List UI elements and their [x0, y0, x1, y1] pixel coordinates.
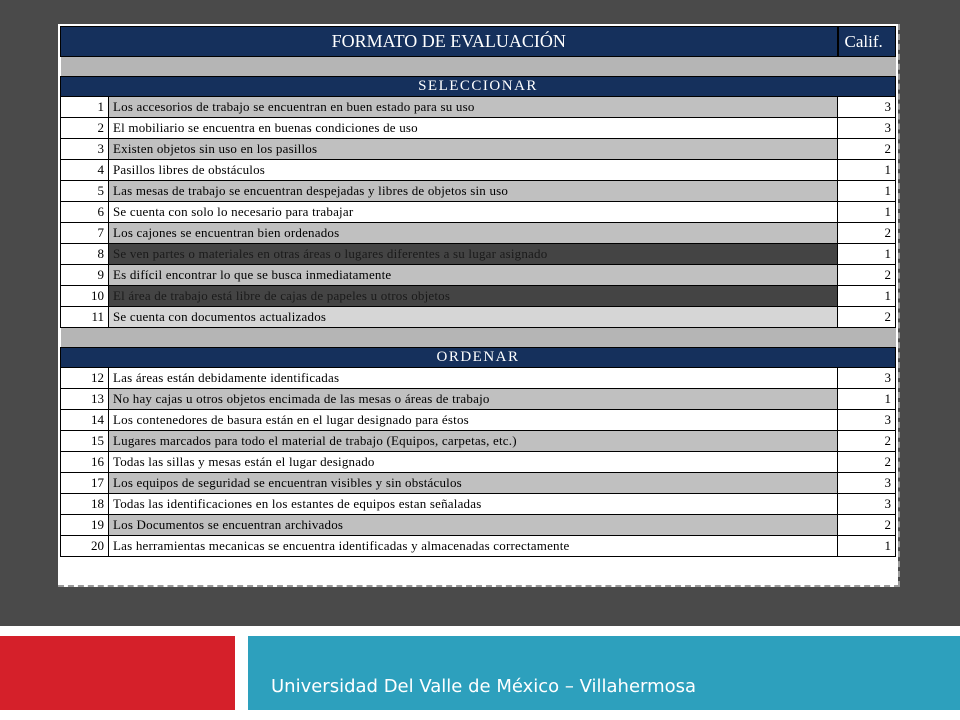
- table-row: [61, 223, 896, 244]
- footer-blue-band: [248, 636, 960, 710]
- item-number: 8: [61, 244, 109, 265]
- item-criterion: Los equipos de seguridad se encuentran visibles y sin obstáculos: [109, 473, 838, 494]
- spacer-row: [61, 57, 896, 77]
- item-score: 1: [838, 286, 896, 307]
- item-criterion: Los accesorios de trabajo se encuentran en buen estado para su uso: [109, 97, 838, 118]
- item-number: 15: [61, 431, 109, 452]
- item-criterion: Lugares marcados para todo el material de trabajo (Equipos, carpetas, etc.): [109, 431, 838, 452]
- item-number: 16: [61, 452, 109, 473]
- spacer-cell: [61, 328, 896, 348]
- item-number: 17: [61, 473, 109, 494]
- item-criterion: Los cajones se encuentran bien ordenados: [109, 223, 838, 244]
- item-score: 3: [838, 410, 896, 431]
- item-number: 9: [61, 265, 109, 286]
- table-row: [61, 389, 896, 410]
- table-row: [61, 494, 896, 515]
- item-criterion: Pasillos libres de obstáculos: [109, 160, 838, 181]
- item-score: 2: [838, 515, 896, 536]
- table-row: [61, 368, 896, 389]
- item-score: 3: [838, 118, 896, 139]
- item-number: 3: [61, 139, 109, 160]
- table-row: [61, 515, 896, 536]
- section-title: ORDENAR: [61, 348, 896, 368]
- table-row: [61, 536, 896, 557]
- title-row: [61, 27, 896, 57]
- item-number: 2: [61, 118, 109, 139]
- item-score: 2: [838, 452, 896, 473]
- item-criterion: No hay cajas u otros objetos encimada de las mesas o áreas de trabajo: [109, 389, 838, 410]
- item-score: 1: [838, 389, 896, 410]
- table-row: [61, 97, 896, 118]
- table-row: [61, 431, 896, 452]
- item-number: 20: [61, 536, 109, 557]
- item-criterion: El mobiliario se encuentra en buenas condiciones de uso: [109, 118, 838, 139]
- table-row: [61, 160, 896, 181]
- item-score: 3: [838, 494, 896, 515]
- section-header-row: [61, 348, 896, 368]
- item-score: 2: [838, 223, 896, 244]
- item-number: 18: [61, 494, 109, 515]
- table-row: [61, 118, 896, 139]
- item-score: 3: [838, 473, 896, 494]
- item-criterion: Las herramientas mecanicas se encuentra identificadas y almacenadas correctamente: [109, 536, 838, 557]
- item-score: 2: [838, 307, 896, 328]
- footer-red-block: [0, 636, 235, 710]
- page-break-vertical: [898, 24, 900, 587]
- table-row: [61, 139, 896, 160]
- table-row: [61, 286, 896, 307]
- item-score: 3: [838, 368, 896, 389]
- item-number: 11: [61, 307, 109, 328]
- item-criterion: Existen objetos sin uso en los pasillos: [109, 139, 838, 160]
- item-score: 1: [838, 181, 896, 202]
- item-score: 2: [838, 431, 896, 452]
- table-row: [61, 202, 896, 223]
- item-criterion: Los Documentos se encuentran archivados: [109, 515, 838, 536]
- table-row: [61, 244, 896, 265]
- item-criterion: Se ven partes o materiales en otras áreas o lugares diferentes a su lugar asignado: [109, 244, 838, 265]
- item-score: 1: [838, 202, 896, 223]
- item-criterion: El área de trabajo está libre de cajas de papeles u otros objetos: [109, 286, 838, 307]
- item-criterion: Los contenedores de basura están en el lugar designado para éstos: [109, 410, 838, 431]
- table-row: [61, 307, 896, 328]
- item-score: 1: [838, 536, 896, 557]
- item-score: 3: [838, 97, 896, 118]
- item-number: 19: [61, 515, 109, 536]
- score-header: Calif.: [838, 27, 896, 57]
- item-score: 2: [838, 265, 896, 286]
- item-number: 7: [61, 223, 109, 244]
- item-number: 6: [61, 202, 109, 223]
- item-number: 13: [61, 389, 109, 410]
- item-criterion: Es difícil encontrar lo que se busca inmediatamente: [109, 265, 838, 286]
- item-number: 1: [61, 97, 109, 118]
- page-break-horizontal: [58, 585, 900, 587]
- item-score: 1: [838, 244, 896, 265]
- spacer-cell: [61, 57, 896, 77]
- item-score: 2: [838, 139, 896, 160]
- item-score: 1: [838, 160, 896, 181]
- item-criterion: Todas las identificaciones en los estantes de equipos estan señaladas: [109, 494, 838, 515]
- item-number: 5: [61, 181, 109, 202]
- item-number: 4: [61, 160, 109, 181]
- item-criterion: Se cuenta con solo lo necesario para trabajar: [109, 202, 838, 223]
- footer-text: Universidad Del Valle de México – Villahermosa: [271, 676, 697, 697]
- item-number: 12: [61, 368, 109, 389]
- section-title: SELECCIONAR: [61, 77, 896, 97]
- item-criterion: Todas las sillas y mesas están el lugar designado: [109, 452, 838, 473]
- item-criterion: Las áreas están debidamente identificadas: [109, 368, 838, 389]
- item-criterion: Se cuenta con documentos actualizados: [109, 307, 838, 328]
- table-row: [61, 265, 896, 286]
- table-row: [61, 181, 896, 202]
- item-number: 10: [61, 286, 109, 307]
- table-title: FORMATO DE EVALUACIÓN: [61, 27, 838, 57]
- spacer-row: [61, 328, 896, 348]
- table-row: [61, 452, 896, 473]
- section-header-row: [61, 77, 896, 97]
- table-row: [61, 410, 896, 431]
- item-number: 14: [61, 410, 109, 431]
- evaluation-table: [60, 26, 896, 557]
- item-criterion: Las mesas de trabajo se encuentran despejadas y libres de objetos sin uso: [109, 181, 838, 202]
- table-row: [61, 473, 896, 494]
